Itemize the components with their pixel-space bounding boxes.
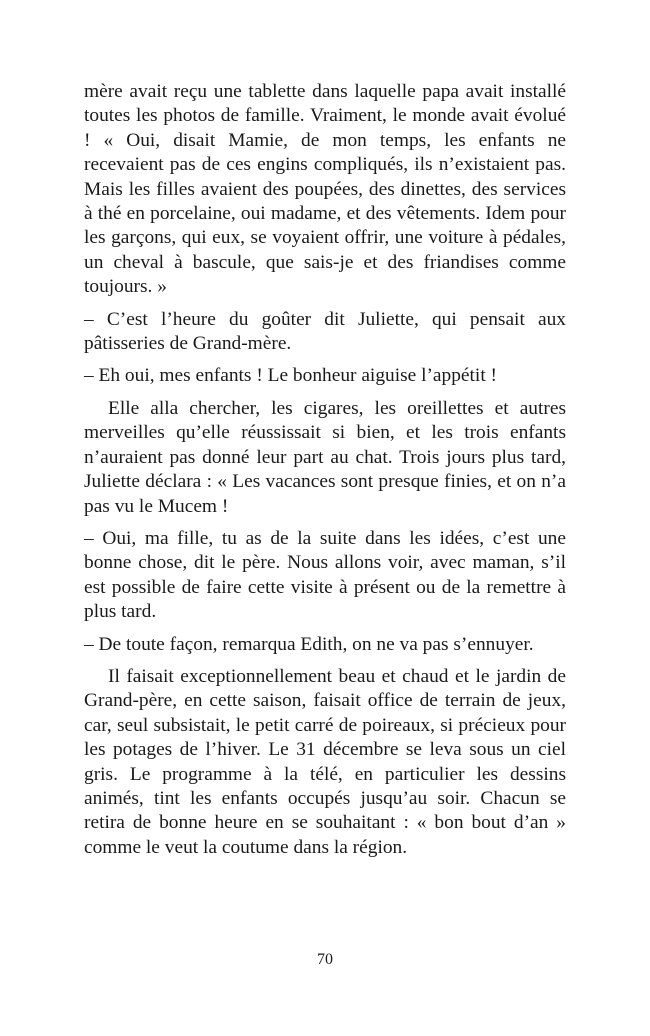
- paragraph-continuation: mère avait reçu une tablette dans laquelle papa avait installé toutes les photos de famille. Vraiment, le monde avait évolué ! « Oui, disait Mamie, de mon temps, les enfants ne recevaient pas de ces engins compliqués, ils n’existaient pas. Mais les filles avaient des poupées, des dinettes, des services à thé en porcelaine, oui madame, et des vêtements. Idem pour les garçons, qui eux, se voyaient offrir, une voiture à pédales, un cheval à bascule, que sais-je et des friandises comme toujours. »: [84, 81, 566, 298]
- paragraph-jardin: Il faisait exceptionnellement beau et chaud et le jardin de Grand-père, en cette saison, faisait office de terrain de jeux, car, seul subsistait, le petit carré de poireaux, si précieux pour les potages de l’hiver. Le 31 décembre se leva sous un ciel gris. Le programme à la télé, en particulier les dessins animés, tint les enfants occupés jusqu’au soir. Chacun se retira de bonne heure en se souhaitant : « bon bout d’an » comme le veut la coutume dans la région.: [84, 665, 566, 858]
- dialogue-pere: – Oui, ma fille, tu as de la suite dans les idées, c’est une bonne chose, dit le père. Nous allons voir, avec maman, s’il est possible de faire cette visite à présent ou de la remettre à plus tard.: [84, 527, 566, 623]
- dialogue-bonheur: – Eh oui, mes enfants ! Le bonheur aiguise l’appétit !: [84, 365, 498, 387]
- dialogue-juliette-gouter: – C’est l’heure du goûter dit Juliette, qui pensait aux pâtisseries de Grand-mère.: [84, 308, 566, 355]
- dialogue-edith: – De toute façon, remarqua Edith, on ne va pas s’ennuyer.: [84, 633, 534, 655]
- page-body: [84, 80, 566, 868]
- page-number: 70: [317, 951, 333, 968]
- paragraph-merveilles: Elle alla chercher, les cigares, les oreillettes et autres merveilles qu’elle réussissait si bien, et les trois enfants n’auraient pas donné leur part au chat. Trois jours plus tard, Juliette déclara : « Les vacances sont presque finies, et on n’a pas vu le Mucem !: [84, 397, 566, 517]
